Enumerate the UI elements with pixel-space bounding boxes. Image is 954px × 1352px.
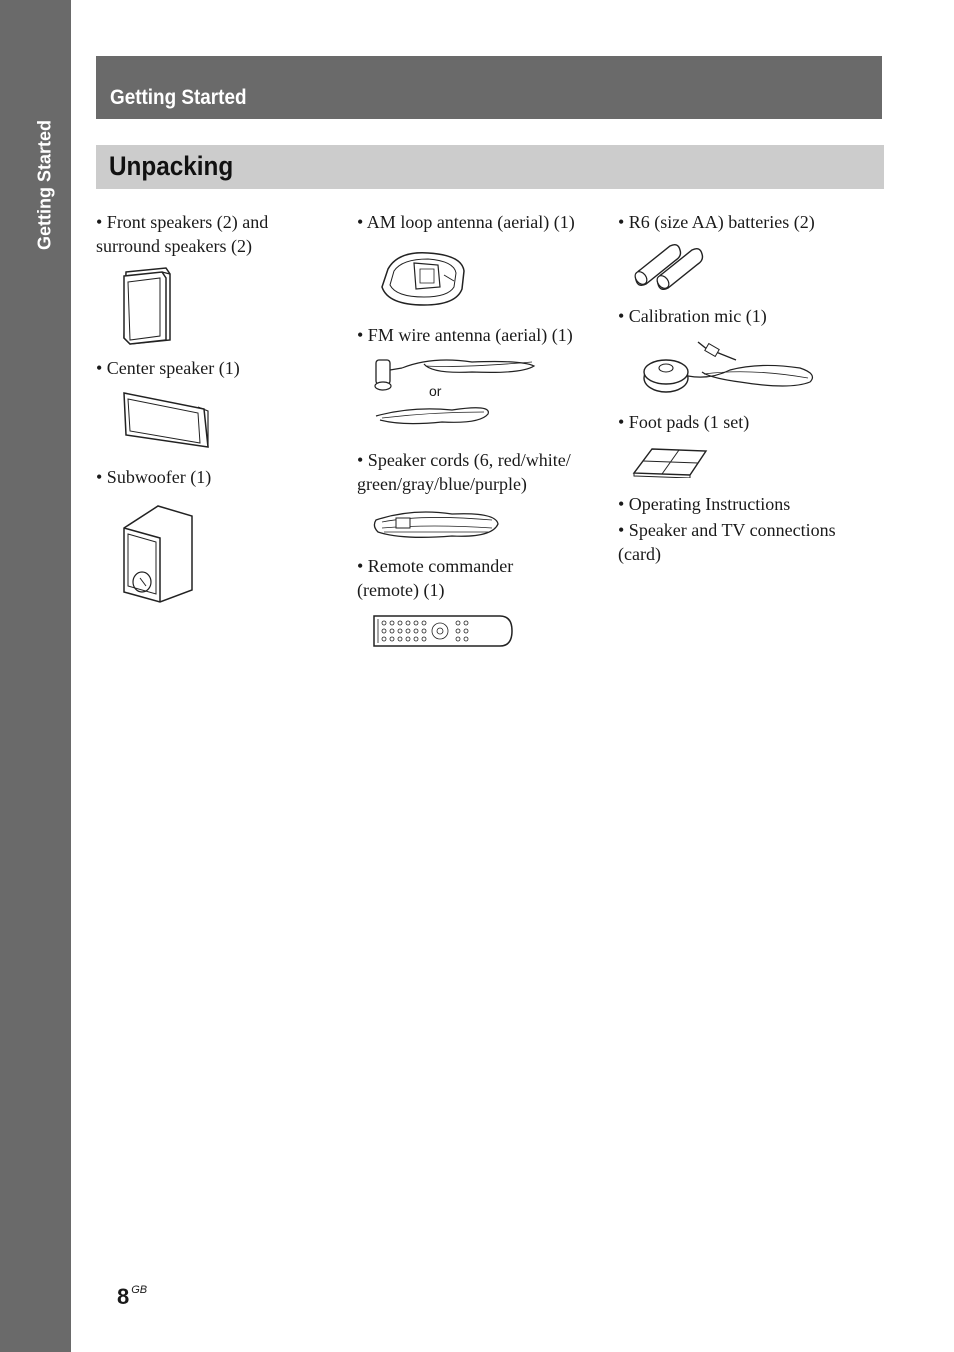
subwoofer-icon	[118, 502, 198, 606]
item-connections-card: • Speaker and TV connections (card)	[618, 520, 836, 564]
fm-or-label: or	[429, 383, 442, 399]
item-operating-instructions: • Operating Instructions	[618, 494, 791, 514]
page-suffix: GB	[131, 1284, 148, 1296]
item-calibration-mic: • Calibration mic (1)	[618, 306, 767, 326]
front-speaker-icon	[118, 266, 174, 346]
batteries-icon	[632, 240, 710, 290]
item-remote: • Remote commander (remote) (1)	[357, 556, 514, 600]
remote-commander-icon	[372, 613, 514, 649]
item-am-antenna: • AM loop antenna (aerial) (1)	[357, 212, 575, 232]
item-foot-pads: • Foot pads (1 set)	[618, 412, 750, 432]
page-number: 8 $^{GB}$	[117, 1284, 148, 1309]
fm-wire-antenna-icon	[372, 354, 542, 434]
center-speaker-icon	[118, 391, 210, 453]
item-subwoofer: • Subwoofer (1)	[96, 467, 212, 487]
item-center-speaker: • Center speaker (1)	[96, 358, 240, 378]
section-header	[96, 56, 882, 119]
side-tab-label: Getting Started	[34, 119, 55, 251]
item-fm-antenna: • FM wire antenna (aerial) (1)	[357, 325, 573, 345]
subsection-header	[96, 145, 884, 189]
foot-pads-icon	[632, 446, 710, 478]
item-batteries: • R6 (size AA) batteries (2)	[618, 212, 815, 232]
calibration-mic-icon	[640, 338, 820, 400]
item-front-speakers: • Front speakers (2) and surround speakers (2)	[96, 212, 269, 256]
section-title: Getting Started	[110, 86, 247, 109]
item-speaker-cords: • Speaker cords (6, red/white/ green/gray/blue/purple)	[357, 450, 571, 494]
subsection-title: Unpacking	[109, 151, 234, 181]
speaker-cord-icon	[372, 506, 502, 544]
side-tab	[0, 0, 71, 1352]
am-loop-antenna-icon	[378, 247, 470, 311]
